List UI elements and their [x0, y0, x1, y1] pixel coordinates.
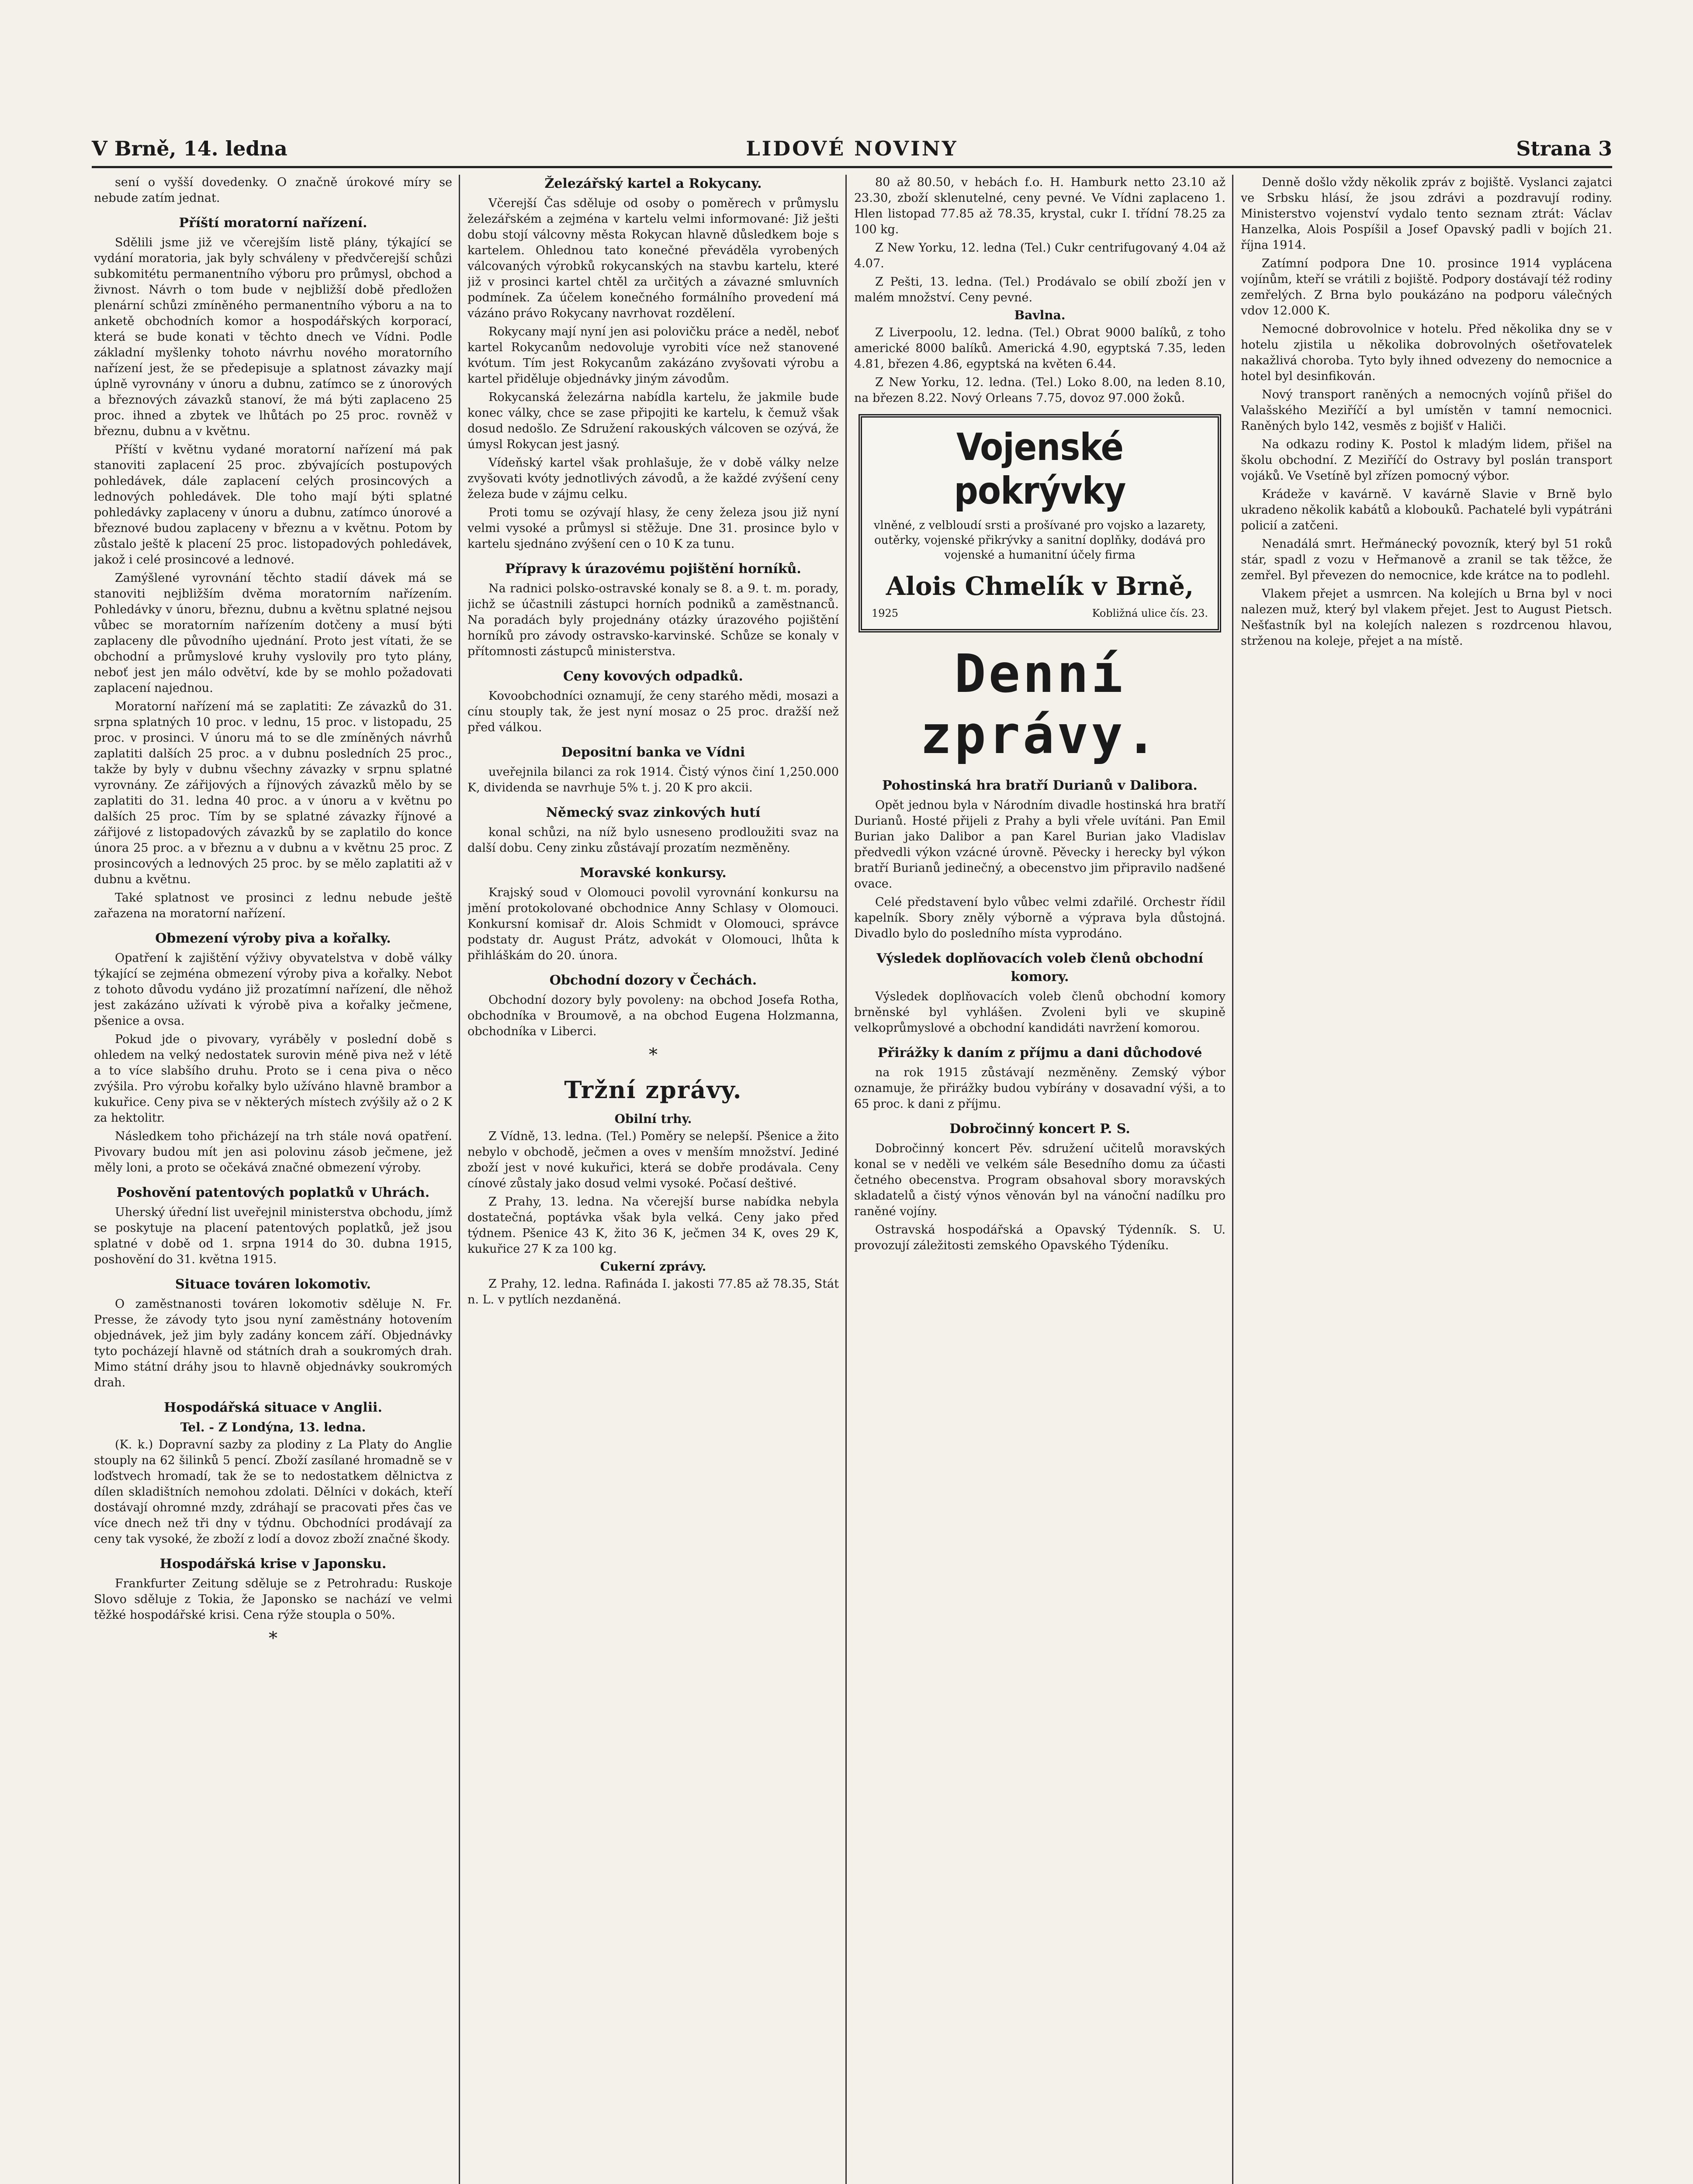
article-paragraph: sení o vyšší dovedenky. O značně úrokové míry se nebude zatím jednat.	[94, 176, 452, 205]
article-heading: Moravské konkursy.	[580, 865, 727, 881]
section-star: *	[269, 1628, 277, 1648]
article-paragraph: Z New Yorku, 12. ledna. (Tel.) Loko 8.00, na leden 8.10, na březen 8.22. Nový Orleans 7.75, dovoz 97.000 žoků.	[854, 376, 1226, 405]
article-paragraph: na rok 1915 zůstávají nezměněny. Zemský výbor oznamuje, že přirážky budou vybírány v dosavadní výši, a to 65 proc. k dani z příjmu.	[854, 1066, 1226, 1111]
column-4	[1241, 175, 1612, 2184]
article-heading: Obchodní dozory v Čechách.	[549, 973, 757, 988]
article-heading: Depositní banka ve Vídni	[561, 745, 745, 760]
column-rule	[459, 175, 460, 2184]
article-paragraph: Výsledek doplňovacích voleb členů obchodní komory brněnské byl vyhlášen. Zvoleni byli ve skupině velkoprůmyslové a obchodní kandidáti navržení komorou.	[854, 990, 1226, 1035]
article-paragraph: Krajský soud v Olomouci povolil vyrovnání konkursu na jmění protokolované obchodnice Anny Schlasy v Olomouci. Konkursní komisař dr. Alois Schmidt v Olomouci, správce podstaty dr. August Prátz, advokát v Olomouci, lhůta k přihláškám do 20. února.	[467, 886, 839, 962]
article-paragraph: konal schůzi, na níž bylo usneseno prodloužiti svaz na další dobu. Ceny zinku zůstávají prozatím nezměněny.	[467, 826, 839, 855]
article-subheading: Obilní trhy.	[614, 1112, 692, 1126]
article-paragraph: Opět jednou byla v Národním divadle hostinská hra bratří Durianů. Hosté přijeli z Prahy a byli vřele uvítáni. Pan Emil Burian jako Dalibor a pan Karel Burian jako Vladislav předvedli výkon vzácné úrovně. Pěvecky i herecky byl výkon bratří Burianů jedinečný, a obecenstvo jim připravilo nadšené ovace.	[854, 798, 1226, 891]
article-paragraph: Frankfurter Zeitung sděluje se z Petrohradu: Ruskoje Slovo sděluje z Tokia, že Japonsko se nachází ve velmi těžké hospodářské krisi. Cena rýže stoupla o 50%.	[94, 1577, 452, 1622]
section-title-daily-news: Denní zprávy.	[920, 644, 1160, 766]
article-paragraph: Z Prahy, 13. ledna. Na včerejší burse nabídka nebyla dostatečná, poptávka však byla velká. Ceny jako před týdnem. Pšenice 43 K, žito 36 K, ječmen 34 K, oves 29 K, kukuřice 27 K za 100 kg.	[467, 1195, 839, 1256]
article-paragraph: Vídeňský kartel však prohlašuje, že v době války nelze zvyšovati kvóty jednotlivých závodů, a že každé zvýšení ceny železa bude v zájmu celku.	[467, 456, 839, 501]
article-subheading: Bavlna.	[1014, 308, 1066, 322]
article-subheading: Tel. - Z Londýna, 13. ledna.	[180, 1420, 366, 1434]
article-heading: Výsledek doplňovacích voleb členů obchodní komory.	[876, 951, 1203, 985]
article-heading: Dobročinný koncert P. S.	[949, 1121, 1130, 1137]
article-heading: Hospodářská krise v Japonsku.	[159, 1556, 387, 1572]
article-heading: Ceny kovových odpadků.	[563, 669, 743, 684]
ad-footer-code: 1925	[872, 607, 899, 619]
article-paragraph: Z Pešti, 13. ledna. (Tel.) Prodávalo se obilí zboží jen v malém množství. Ceny pevné.	[854, 275, 1226, 304]
article-paragraph: Denně došlo vždy několik zpráv z bojiště. Vyslanci zajatci ve Srbsku hlásí, že jsou zdrávi a pozdravují rodiny. Ministerstvo vojenství vydalo tento seznam ztrát: Václav Hanzelka, Alois Pospíšil a Josef Opavský padli v bojích 21. října 1914.	[1241, 176, 1612, 252]
column-rule	[845, 175, 847, 2184]
article-heading: Poshovění patentových poplatků v Uhrách.	[116, 1185, 430, 1200]
article-subheading: Cukerní zprávy.	[600, 1259, 706, 1274]
article-heading: Přípravy k úrazovému pojištění horníků.	[505, 561, 801, 577]
article-paragraph: Uherský úřední list uveřejnil ministerstva obchodu, jímž se poskytuje na placení patentových poplatků, jež jsou splatné v době od 1. srpna 1914 do 30. dubna 1915, poshovění do 31. května 1915.	[94, 1206, 452, 1266]
article-paragraph: uveřejnila bilanci za rok 1914. Čistý výnos činí 1,250.000 K, dividenda se navrhuje 5% t. j. 20 K pro akcii.	[467, 765, 839, 795]
article-paragraph: Zatímní podpora Dne 10. prosince 1914 vyplácena vojínům, kteří se vrátili z bojiště. Podpory dostávají též rodiny zemřelých. Z Brna bylo poukázáno na podporu válečných vdov 12.000 K.	[1241, 257, 1612, 318]
column-3	[854, 175, 1226, 2184]
section-star: *	[649, 1045, 658, 1065]
article-paragraph: Obchodní dozory byly povoleny: na obchod Josefa Rotha, obchodníka v Broumově, a na obchod Eugena Holzmanna, obchodníka v Liberci.	[467, 993, 839, 1038]
article-paragraph: Včerejší Čas sděluje od osoby o poměrech v průmyslu železářském a zejména v kartelu velmi informované: Již ješti dobu stojí válcovny města Rokycan hlavně důsledkem boje s kartelem. Ohlednou tato konečné převáděla vyrobených válcovaných výrobků rokycanských na stavbu kartelu, které již v prosinci kartel chtěl za určitých a závazné smluvních podmínek. Za účelem konečného formálního provedení má vázáno právo Rokycany navrhovat rozdělení.	[467, 197, 839, 320]
article-paragraph: Proti tomu se ozývají hlasy, že ceny železa jsou již nyní velmi vysoké a průmysl si stěžuje. Dne 31. prosince bylo v kartelu sjednáno zvýšení cen o 10 K za tunu.	[467, 506, 839, 551]
article-paragraph: O zaměstnanosti továren lokomotiv sděluje N. Fr. Presse, že závody tyto jsou nyní zaměstnány hotovením objednávek, jež jim byly zadány koncem září. Objednávky tyto pocházejí hlavně od státních drah a soukromých drah. Mimo státní dráhy jsou to hlavně objednávky soukromých drah.	[94, 1297, 452, 1389]
article-heading: Hospodářská situace v Anglii.	[164, 1400, 382, 1415]
article-paragraph: Vlakem přejet a usmrcen. Na kolejích u Brna byl v noci nalezen muž, který byl vlakem přejet. Jest to August Pietsch. Nešťastník byl na kolejích nalezen s rozdrcenou hlavou, strženou na koleje, přejet a na místě.	[1241, 587, 1612, 648]
ad-footer	[872, 605, 1208, 621]
ad-body: vlněné, z velbloudí srsti a prošívané pro vojsko a lazarety, outěrky, vojenské přikrývky a sanitní doplňky, dodává pro vojenské a humanitní účely firma	[873, 519, 1206, 562]
article-paragraph: Dobročinný koncert Pěv. sdružení učitelů moravských konal se v neděli ve velkém sále Besedního domu za účasti četného obecenstva. Program obsahoval sbory moravských skladatelů a čistý výnos věnován byl na vánoční nadílku pro raněné vojíny.	[854, 1142, 1226, 1218]
page-number: Strana 3	[1516, 137, 1612, 160]
article-paragraph: 80 až 80.50, v hebách f.o. H. Hamburk netto 23.10 až 23.30, zboží sklenutelné, ceny pevné. Ve Vídni zaplaceno 1. Hlen listopad 77.85 až 78.35, krystal, cukr I. třídní 78.25 za 100 kg.	[854, 176, 1226, 236]
column-2	[467, 175, 839, 2184]
column-1	[94, 175, 452, 2184]
article-paragraph: Nový transport raněných a nemocných vojínů přišel do Valašského Meziříčí a byl umístěn v tamní nemocnici. Raněných bylo 142, vesměs z bojišť v Haliči.	[1241, 388, 1612, 433]
ad-title: Vojenské pokrývky	[954, 425, 1126, 513]
article-paragraph: Z Prahy, 12. ledna. Rafináda I. jakosti 77.85 až 78.35, Stát n. L. v pytlích nezdaněná.	[467, 1277, 839, 1306]
article-paragraph: Ostravská hospodářská a Opavský Týdenník. S. U. provozují záležitosti zemského Opavského Týdeníku.	[854, 1223, 1226, 1252]
article-heading: Pohostinská hra bratří Durianů v Dalibora.	[882, 778, 1198, 793]
article-paragraph: Také splatnost ve prosinci z lednu nebude ještě zařazena na moratorní nařízení.	[94, 891, 452, 920]
article-paragraph: Kovoobchodníci oznamují, že ceny starého mědi, mosazi a cínu stouply tak, že jest nyní mosaz o 25 proc. dražší než před válkou.	[467, 689, 839, 734]
section-title-market: Tržní zprávy.	[564, 1076, 742, 1104]
article-heading: Situace továren lokomotiv.	[175, 1277, 371, 1292]
article-paragraph: Z Vídně, 13. ledna. (Tel.) Poměry se nelepší. Pšenice a žito nebylo v obchodě, ječmen a oves v menším množství. Jediné zboží jest v nové kukuřici, která se dobře prodávala. Ceny cínové zůstaly jako dosud velmi vysoké. Počasí deštivé.	[467, 1130, 839, 1190]
newspaper-title: LIDOVÉ NOVINY	[746, 137, 958, 160]
article-heading: Přirážky k daním z příjmu a dani důchodové	[877, 1045, 1202, 1061]
article-paragraph: (K. k.) Dopravní sazby za plodiny z La Platy do Anglie stouply na 62 šilinků 5 pencí. Zboží zasílané hromadně se v loďstvech hromadí, tak že se to nedostatkem dělnictva z dílen skladištních nemohou zdolati. Dělníci v dokách, kteří dostávají ohromné mzdy, zdráhají se pracovati přes čas ve více dnech než tři dny v týdnu. Obchodníci prodávají za ceny tak vysoké, že zboží z lodí a dovoz zboží značné škody.	[94, 1438, 452, 1546]
article-paragraph: Krádeže v kavárně. V kavárně Slavie v Brně bylo ukradeno několik kabátů a klobouků. Pachatelé byli vypátráni policií a zatčeni.	[1241, 487, 1612, 532]
ad-advertiser-name: Alois Chmelík v Brně,	[886, 571, 1194, 601]
article-paragraph: Celé představení bylo vůbec velmi zdařilé. Orchestr řídil kapelník. Sbory zněly výborně a výprava byla důstojná. Divadlo bylo do posledního místa vyprodáno.	[854, 895, 1226, 940]
article-paragraph: Z New Yorku, 12. ledna (Tel.) Cukr centrifugovaný 4.04 až 4.07.	[854, 241, 1226, 270]
article-heading: Německý svaz zinkových hutí	[546, 805, 761, 820]
article-paragraph: Na odkazu rodiny K. Postol k mladým lidem, přišel na školu obchodní. Z Meziříčí do Ostravy byl poslán transport vojáků. Ve Vsetíně byl zřízen pomocný výbor.	[1241, 438, 1612, 483]
article-paragraph: Sdělili jsme již ve včerejším listě plány, týkající se vydání moratoria, jak byly schváleny v předvčerejší schůzi subkomitétu permanentního výboru pro průmysl, obchod a živnost. Návrh o tom bude v nejbližší době předložen plenární schůzi zmíněného permanentního výboru a na to anketě obchodních komor a hospodářských korporací, která se bude konati v těchto dnech ve Vídni. Podle základní myšlenky tohoto návrhu nového moratorního nařízení jest, že se předepisuje a splatnost závazky mají úplně vyrovnány v únoru a dubnu, zatímco se z únorových a březnových závazků stanoví, že má býti zaplaceno 25 proc. ihned a zbytek ve lhůtách po 25 proc. rovněž v březnu, dubnu a v květnu.	[94, 236, 452, 438]
article-paragraph: Následkem toho přicházejí na trh stále nová opatření. Pivovary budou mít jen asi polovinu zásob ječmene, jež měly loni, a proto se očekává značné obmezení výroby.	[94, 1130, 452, 1175]
masthead	[92, 131, 1612, 168]
article-paragraph: Moratorní nařízení má se zaplatiti: Ze závazků do 31. srpna splatných 10 proc. v lednu, 15 proc. v listopadu, 25 proc. v prosinci. V únoru má to se dle zmíněných návrhů zaplatiti dalších 25 proc. a v dubnu posledních 25 proc., takže by byly v dubnu všechny závazky v srpnu splatné vyrovnány. Ze zářijových a říjnových závazků mělo by se zaplatiti do 31. ledna 40 proc. a v únoru a v květnu po dalších 25 proc. Tím by se splatné závazky říjnové a zářijové z listopadových závazků by se zaplatilo do konce února 25 proc. a v březnu a v dubnu a v květnu 25 proc. Z prosincových a lednových 25 proc. by se mělo zaplatiti až v dubnu a květnu.	[94, 700, 452, 886]
article-paragraph: Opatření k zajištění výživy obyvatelstva v době války týkající se zejména obmezení výroby piva a kořalky. Nebot z tohoto důvodu vydáno již prozatímní nařízení, dle něhož jest zakázáno užívati k výrobě piva a kořalky ječmene, pšenice a ovsa.	[94, 951, 452, 1028]
article-heading: Železářský kartel a Rokycany.	[544, 176, 762, 191]
advertisement-box	[859, 414, 1221, 632]
article-paragraph: Na radnici polsko-ostravské konaly se 8. a 9. t. m. porady, jichž se účastnili zástupci horních podniků a zaměstnanců. Na poradách byly projednány otázky úrazového pojištění horníků pro závody ostravsko-karvinské. Schůze se konaly v přítomnosti zástupců ministerstva.	[467, 582, 839, 658]
article-paragraph: Nemocné dobrovolnice v hotelu. Před několika dny se v hotelu zjistila u několika dobrovolných ošetřovatelek nakažlivá choroba. Tyto byly ihned odvezeny do nemocnice a hotel byl desinfikován.	[1241, 322, 1612, 383]
article-paragraph: Z Liverpoolu, 12. ledna. (Tel.) Obrat 9000 balíků, z toho americké 8000 balíků. Americká 4.90, egyptská 7.35, leden 4.81, březen 4.86, egyptská na květen 6.44.	[854, 326, 1226, 371]
article-heading: Příští moratorní nařízení.	[179, 215, 367, 231]
column-rule	[1232, 175, 1233, 2184]
article-heading: Obmezení výroby piva a kořalky.	[155, 931, 391, 946]
article-paragraph: Zamýšlené vyrovnání těchto stadií dávek má se stanoviti nejbližším dvěma moratorním nařízením. Pohledávky v únoru, březnu, dubnu a květnu splatné nejsou vůbec se moratorním nařízením dotčeny a musí býti zaplaceny dle původního ujednání. Proto jest vítati, že se obchodní a průmyslové kruhy vyslovily pro tyto plány, neboť jest jen málo odvětví, kde by se mohlo požadovati zaplacení najednou.	[94, 571, 452, 695]
article-paragraph: Nenadálá smrt. Heřmánecký povozník, který byl 51 roků stár, spadl z vozu v Heřmanově a zranil se tak těžce, že zemřel. Byl převezen do nemocnice, kde krátce na to podlehl.	[1241, 537, 1612, 582]
article-paragraph: Rokycany mají nyní jen asi polovičku práce a neděl, neboť kartel Rokycanům nedovoluje vyrobiti více než stanovené kvótum. Tím jest Rokycanům zakázáno zvyšovati výrobu a kartel přiděluje objednávky jiným závodům.	[467, 325, 839, 386]
article-paragraph: Pokud jde o pivovary, vyráběly v poslední době s ohledem na velký nedostatek surovin méně piva než v létě a to více slabšího druhu. Proto se i cena piva o něco zvýšila. Pro výrobu kořalky bylo užíváno hlavně brambor a kukuřice. Ceny piva se v některých místech zvýšily až o 2 K za hektolitr.	[94, 1033, 452, 1125]
article-paragraph: Příští v květnu vydané moratorní nařízení má pak stanoviti zaplacení 25 proc. zbývajících postupových pohledávek, dále zaplacení celých prosincových a lednových pohledávek. Dle toho mají býti splatné pohledávky zaplaceny v únoru a dubnu, zatímco únorové a březnové budou zaplaceny v březnu a v květnu. Potom by zůstalo ještě k placení 25 proc. listopadových pohledávek, jakož i celé prosincové a lednové.	[94, 443, 452, 567]
dateline: V Brně, 14. ledna	[92, 137, 287, 160]
ad-footer-address: Kobližná ulice čís. 23.	[1092, 607, 1208, 619]
article-paragraph: Rokycanská železárna nabídla kartelu, že jakmile bude konec války, chce se zase připojiti ke kartelu, k čemuž však dosud nedošlo. Ze Sdružení rakouských válcoven se ozývá, že úmysl Rokycan jest jasný.	[467, 390, 839, 451]
